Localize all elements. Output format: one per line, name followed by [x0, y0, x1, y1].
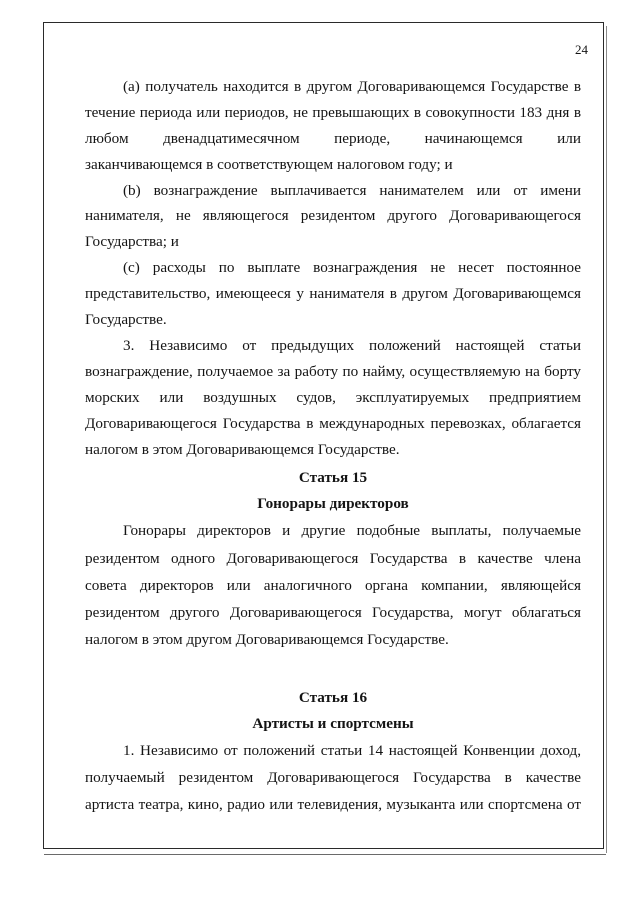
text-line: течение периода или периодов, не превышающих в совокупности 183 дня в — [85, 104, 581, 121]
page-number: 24 — [575, 42, 588, 57]
text-line: резидентом другого Договаривающегося Государства, могут облагаться — [85, 604, 581, 621]
article-title-heading: Гонорары директоров — [257, 495, 409, 512]
text-line: артиста театра, кино, радио или телевидения, музыканта или спортсмена от — [85, 796, 581, 813]
page-border-shadow-right — [606, 26, 607, 853]
text-line: налогом в этом другом Договаривающемся Государстве. — [85, 631, 449, 648]
text-line: морских или воздушных судов, эксплуатируемых предприятием — [85, 389, 581, 406]
text-line: вознаграждение, получаемое за работу по найму, осуществляемую на борту — [85, 363, 581, 380]
text-line: нанимателя, не являющегося резидентом другого Договаривающегося — [85, 207, 581, 224]
text-line: любом двенадцатимесячном периоде, начинающемся или — [85, 130, 581, 147]
text-line: 1. Независимо от положений статьи 14 настоящей Конвенции доход, — [123, 742, 581, 759]
article-number-heading: Статья 15 — [298, 469, 368, 486]
text-line: совета директоров или аналогичного органа компании, являющейся — [85, 577, 581, 594]
text-line: получаемый резидентом Договаривающегося Государства в качестве — [85, 769, 581, 786]
text-line: Гонорары директоров и другие подобные выплаты, получаемые — [123, 522, 581, 539]
text-line: Договаривающегося Государства в международных перевозках, облагается — [85, 415, 581, 432]
article-number-heading: Статья 16 — [298, 689, 368, 706]
text-line: представительство, имеющееся у нанимателя в другом Договаривающемся — [85, 285, 581, 302]
text-line: (b) вознаграждение выплачивается нанимателем или от имени — [123, 182, 581, 199]
text-line: 3. Независимо от предыдущих положений настоящей статьи — [123, 337, 581, 354]
text-line: Государства; и — [85, 233, 179, 250]
article-title-heading: Артисты и спортсмены — [252, 715, 414, 732]
text-line: (a) получатель находится в другом Договаривающемся Государстве в — [123, 78, 581, 95]
text-line: заканчивающемся в соответствующем налоговом году; и — [85, 156, 453, 173]
text-line: (c) расходы по выплате вознаграждения не несет постоянное — [123, 259, 581, 276]
text-line: резидентом одного Договаривающегося Государства в качестве члена — [85, 550, 581, 567]
page-border-shadow-bottom — [44, 852, 606, 855]
text-line: налогом в этом Договаривающемся Государстве. — [85, 441, 400, 458]
text-line: Государстве. — [85, 311, 167, 328]
